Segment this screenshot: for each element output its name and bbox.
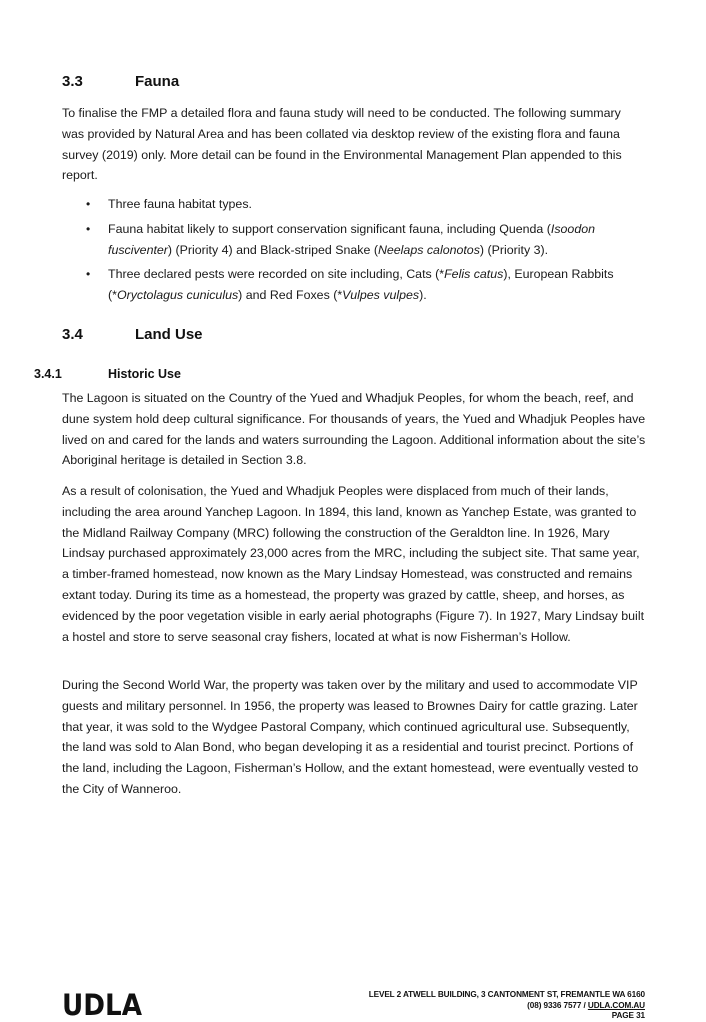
footer-separator: / xyxy=(583,1000,586,1010)
bullet-dot-icon: • xyxy=(86,221,91,236)
bullet-text: ), European Rabbits (* xyxy=(108,267,614,303)
historic-use-paragraph: The Lagoon is situated on the Country of the Yued and Whadjuk Peoples, for whom the beach, reef, and dune system hold deep cultural significance. For thousands of years, the Yued and Whadjuk Peoples have lived on and cared for the lands and waters surrounding the Lagoon. Additional information about the site’s Aboriginal heritage is detailed in Section 3.8. xyxy=(62,391,646,468)
subsection-title: Historic Use xyxy=(108,367,181,381)
section-title: Land Use xyxy=(135,326,203,343)
bullet-text: Fauna habitat likely to support conservation significant fauna, including Quenda ( xyxy=(108,221,551,236)
fauna-bullet-list xyxy=(62,194,646,310)
historic-use-paragraph: During the Second World War, the property was taken over by the military and used to accommodate VIP guests and military personnel. In 1956, the property was leased to Brownes Dairy for cattle grazing. Later that year, it was sold to the Wydgee Pastoral Company, which continued agricultural use. Subsequently, the land was sold to Alan Bond, who began developing it as a residential and tourist precinct. Portions of the land, including the Lagoon, Fisherman’s Hollow, and the extant homestead, were eventually vested to the City of Wanneroo. xyxy=(62,678,639,796)
species-name: Isoodon fusciventer xyxy=(108,221,595,257)
footer-website-link[interactable]: UDLA.COM.AU xyxy=(587,1000,645,1010)
udla-logo xyxy=(62,988,144,1018)
bullet-text: Three declared pests were recorded on site including, Cats (* xyxy=(108,267,445,282)
section-number: 3.3 xyxy=(62,73,83,90)
historic-use-paragraph: As a result of colonisation, the Yued and Whadjuk Peoples were displaced from much of their lands, including the area around Yanchep Lagoon. In 1894, this land, known as Yanchep Estate, was granted to the Midland Railway Company (MRC) following the construction of the Geraldton line. In 1926, Mary Lindsay purchased approximately 23,000 acres from the MRC, including the subject site. That same year, a timber-framed homestead, now known as the Mary Lindsay Homestead, was constructed and remains extant today. During its time as a homestead, the property was grazed by cattle, sheep, and horses, as evidenced by the poor vegetation visible in early aerial photographs (Figure 7). In 1927, Mary Lindsay built a hostel and store to serve seasonal cray fishers, located at what is now Fisherman’s Hollow. xyxy=(62,484,645,644)
fauna-bullet-item xyxy=(62,194,646,215)
footer-phone-web xyxy=(369,1001,645,1012)
bullet-text: ) (Priority 3). xyxy=(479,242,549,257)
fauna-intro-paragraph: To finalise the FMP a detailed flora and fauna study will need to be conducted. The following summary was provided by Natural Area and has been collated via desktop review of the existing flora and fauna survey (2019) only. More detail can be found in the Environmental Management Plan appended to this report. xyxy=(62,106,622,183)
bullet-text: ) and Red Foxes (* xyxy=(238,288,343,303)
species-name: Vulpes vulpes xyxy=(342,288,420,303)
footer-phone: (08) 9336 7577 xyxy=(527,1000,582,1010)
bullet-dot-icon: • xyxy=(86,267,91,282)
bullet-text: ). xyxy=(419,288,427,303)
subsection-heading-historic-use xyxy=(34,367,181,381)
svg-text:UDLA: UDLA xyxy=(62,988,143,1018)
species-name: Oryctolagus cuniculus xyxy=(116,288,239,303)
section-heading-land-use xyxy=(62,326,203,343)
bullet-dot-icon: • xyxy=(86,197,91,211)
species-name: Neelaps calonotos xyxy=(377,242,480,257)
footer-address: LEVEL 2 ATWELL BUILDING, 3 CANTONMENT ST, FREMANTLE WA 6160 xyxy=(368,990,645,999)
fauna-bullet-item xyxy=(62,219,646,261)
fauna-bullet-item xyxy=(62,264,646,306)
section-number: 3.4 xyxy=(62,326,83,343)
footer-contact xyxy=(369,990,645,1022)
bullet-text: Three fauna habitat types. xyxy=(108,197,252,211)
bullet-text: ) (Priority 4) and Black-striped Snake ( xyxy=(167,242,378,257)
footer-page-number: PAGE 31 xyxy=(611,1011,645,1020)
subsection-number: 3.4.1 xyxy=(34,367,62,381)
species-name: Felis catus xyxy=(444,267,504,282)
section-title: Fauna xyxy=(135,73,180,90)
section-heading-fauna xyxy=(62,73,179,90)
